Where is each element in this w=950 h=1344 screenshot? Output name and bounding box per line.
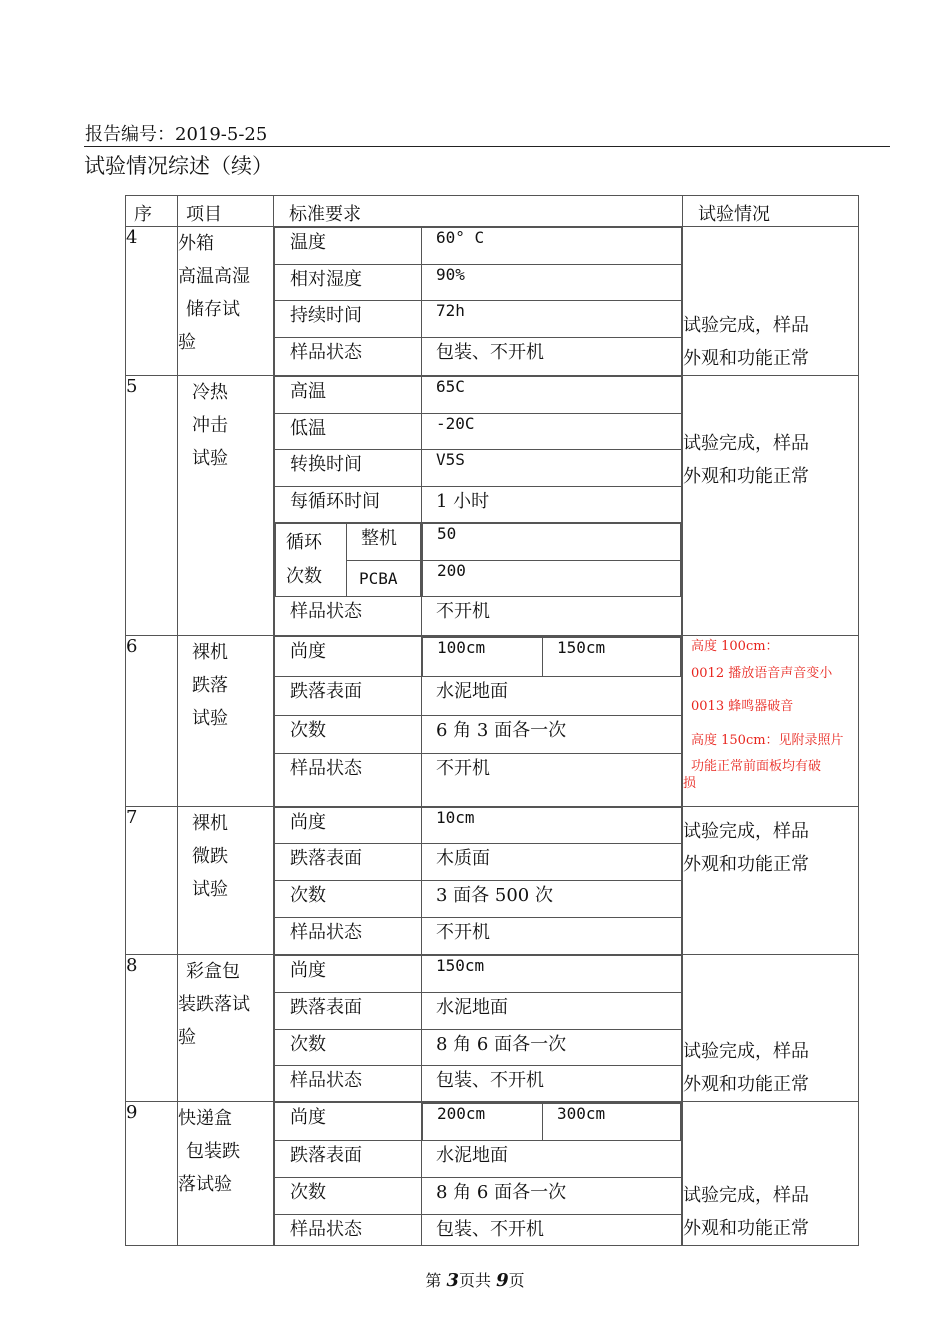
req-value: 150cm bbox=[422, 955, 682, 992]
row-requirements bbox=[274, 954, 683, 1102]
req-label: 样品状态 bbox=[275, 1215, 422, 1245]
header-item: 项目 bbox=[186, 204, 222, 225]
cycle-entry-label: 整机 bbox=[347, 523, 421, 560]
row-seq: 7 bbox=[126, 807, 178, 955]
report-number: 报告编号：2019-5-25 bbox=[85, 124, 268, 145]
req-label: 高温 bbox=[275, 376, 422, 413]
req-value: 3 面各 500 次 bbox=[422, 881, 682, 918]
req-value-2: 300cm bbox=[543, 1104, 681, 1141]
req-value: 90% bbox=[422, 265, 682, 301]
row-result bbox=[683, 1102, 859, 1246]
row-item bbox=[178, 1102, 274, 1246]
item-line: 微跌 bbox=[192, 846, 228, 867]
table-row bbox=[126, 807, 859, 955]
footer-total-pages: 9 bbox=[496, 1270, 509, 1291]
result-line: 试验完成，样品 bbox=[683, 821, 809, 842]
cycle-entry-label: PCBA bbox=[347, 560, 421, 596]
item-line: 冲击 bbox=[192, 414, 228, 436]
table-row bbox=[126, 635, 859, 807]
result-line: 试验完成，样品 bbox=[683, 433, 809, 454]
item-line: 落试验 bbox=[178, 1174, 232, 1195]
req-value: 100cm bbox=[423, 637, 543, 676]
item-line: 跌落 bbox=[192, 674, 228, 696]
item-line: 裸机 bbox=[192, 641, 228, 663]
req-label: 样品状态 bbox=[275, 753, 422, 806]
cycle-count-label bbox=[276, 523, 347, 596]
item-line: 验 bbox=[178, 332, 196, 353]
cycle-entry-value: 200 bbox=[423, 560, 681, 596]
req-label: 样品状态 bbox=[275, 597, 422, 635]
row-item bbox=[178, 375, 274, 635]
item-line: 裸机 bbox=[192, 813, 228, 834]
note-line: 高度 150cm：见附录照片 bbox=[691, 732, 844, 748]
req-value: 8 角 6 面各一次 bbox=[422, 1178, 682, 1215]
item-line: 包装跌 bbox=[186, 1141, 240, 1162]
footer-prefix: 第 bbox=[425, 1271, 447, 1290]
req-value: 200cm bbox=[423, 1104, 543, 1141]
cycle-values bbox=[422, 522, 682, 597]
req-label: 样品状态 bbox=[275, 1065, 422, 1101]
req-label: 样品状态 bbox=[275, 918, 422, 954]
row-item bbox=[178, 227, 274, 376]
item-line: 外箱 bbox=[178, 233, 214, 254]
req-label: 次数 bbox=[275, 1178, 422, 1215]
req-value-2: 150cm bbox=[543, 637, 681, 676]
req-label: 尚度 bbox=[275, 636, 422, 676]
row-seq: 5 bbox=[126, 375, 178, 635]
row-seq: 6 bbox=[126, 635, 178, 807]
row-result bbox=[683, 227, 859, 376]
row-result-note bbox=[683, 635, 859, 807]
req-value: 不开机 bbox=[422, 597, 682, 635]
item-line: 试验 bbox=[192, 447, 228, 469]
req-label: 温度 bbox=[275, 228, 422, 265]
test-summary-table bbox=[125, 195, 859, 1246]
row-result bbox=[683, 954, 859, 1102]
req-label: 尚度 bbox=[275, 955, 422, 992]
note-line: 损 bbox=[683, 776, 697, 791]
item-line: 彩盒包 bbox=[186, 960, 240, 982]
req-label: 次数 bbox=[275, 715, 422, 753]
req-value: 1 小时 bbox=[422, 486, 682, 522]
result-line: 外观和功能正常 bbox=[683, 347, 809, 369]
row-requirements bbox=[274, 1102, 683, 1246]
row-requirements bbox=[274, 375, 683, 635]
row-item bbox=[178, 635, 274, 807]
note-line: 高度 100cm： bbox=[691, 638, 779, 654]
header-requirement: 标准要求 bbox=[289, 204, 361, 225]
header-seq: 序 bbox=[134, 204, 152, 225]
item-line: 冷热 bbox=[192, 381, 228, 403]
result-line: 外观和功能正常 bbox=[683, 854, 809, 875]
req-value: 65C bbox=[422, 376, 682, 413]
req-label: 跌落表面 bbox=[275, 1141, 422, 1178]
req-value: 木质面 bbox=[422, 844, 682, 881]
req-label: 持续时间 bbox=[275, 301, 422, 338]
req-label: 次数 bbox=[275, 881, 422, 918]
req-value: 水泥地面 bbox=[422, 676, 682, 715]
req-value: V5S bbox=[422, 449, 682, 486]
req-label: 尚度 bbox=[275, 808, 422, 844]
header-result: 试验情况 bbox=[698, 204, 770, 225]
req-value: 包装、不开机 bbox=[422, 338, 682, 375]
req-value: 水泥地面 bbox=[422, 992, 682, 1029]
req-label: 次数 bbox=[275, 1029, 422, 1065]
item-line: 试验 bbox=[192, 879, 228, 900]
req-value: -20C bbox=[422, 413, 682, 449]
result-line: 试验完成，样品 bbox=[683, 1041, 809, 1062]
footer-suffix: 页 bbox=[508, 1271, 525, 1290]
req-label: 相对湿度 bbox=[275, 265, 422, 301]
row-seq: 4 bbox=[126, 227, 178, 376]
req-label: 跌落表面 bbox=[275, 676, 422, 715]
req-value: 10cm bbox=[422, 808, 682, 844]
req-value: 72h bbox=[422, 301, 682, 338]
row-requirements bbox=[274, 635, 683, 807]
result-line: 外观和功能正常 bbox=[683, 1217, 809, 1239]
req-label: 跌落表面 bbox=[275, 992, 422, 1029]
item-line: 快递盒 bbox=[178, 1108, 232, 1129]
req-value: 8 角 6 面各一次 bbox=[422, 1029, 682, 1065]
cycle-label-line: 循环 bbox=[286, 531, 322, 553]
row-requirements bbox=[274, 227, 683, 376]
req-value: 不开机 bbox=[422, 918, 682, 954]
footer-page-number: 3 bbox=[446, 1270, 459, 1291]
item-line: 装跌落试 bbox=[178, 993, 250, 1015]
req-label: 尚度 bbox=[275, 1103, 422, 1141]
table-row bbox=[126, 227, 859, 376]
req-value-pair bbox=[422, 636, 682, 676]
result-line: 外观和功能正常 bbox=[683, 1074, 809, 1095]
header-rule bbox=[84, 146, 890, 147]
result-line: 外观和功能正常 bbox=[683, 466, 809, 487]
row-item bbox=[178, 807, 274, 955]
table-row bbox=[126, 1102, 859, 1246]
note-line: 0013 蜂鸣器破音 bbox=[691, 699, 794, 714]
section-title: 试验情况综述（续） bbox=[84, 154, 273, 178]
row-result bbox=[683, 375, 859, 635]
result-line: 试验完成，样品 bbox=[683, 1184, 809, 1206]
req-value: 60° C bbox=[422, 228, 682, 265]
req-value-pair bbox=[422, 1103, 682, 1141]
req-label: 跌落表面 bbox=[275, 844, 422, 881]
item-line: 验 bbox=[178, 1026, 196, 1048]
cycle-label-line: 次数 bbox=[286, 565, 322, 587]
item-line: 高温高湿 bbox=[178, 266, 250, 287]
row-item bbox=[178, 954, 274, 1102]
cycle-entry-value: 50 bbox=[423, 523, 681, 560]
req-label: 低温 bbox=[275, 413, 422, 449]
result-line: 试验完成，样品 bbox=[683, 314, 809, 336]
req-value: 包装、不开机 bbox=[422, 1065, 682, 1101]
row-result bbox=[683, 807, 859, 955]
req-value: 包装、不开机 bbox=[422, 1215, 682, 1245]
footer-middle: 页共 bbox=[458, 1271, 497, 1290]
note-line: 0012 播放语音声音变小 bbox=[691, 665, 833, 681]
req-value: 不开机 bbox=[422, 753, 682, 806]
page-footer bbox=[0, 1268, 950, 1291]
row-requirements bbox=[274, 807, 683, 955]
req-value: 水泥地面 bbox=[422, 1141, 682, 1178]
item-line: 试验 bbox=[192, 707, 228, 729]
req-label: 转换时间 bbox=[275, 449, 422, 486]
table-row bbox=[126, 375, 859, 635]
cycle-count-cell bbox=[275, 522, 422, 597]
req-label: 样品状态 bbox=[275, 338, 422, 375]
table-header-row bbox=[126, 196, 859, 227]
row-seq: 9 bbox=[126, 1102, 178, 1246]
row-seq: 8 bbox=[126, 954, 178, 1102]
req-value: 6 角 3 面各一次 bbox=[422, 715, 682, 753]
req-label: 每循环时间 bbox=[275, 486, 422, 522]
note-line: 功能正常前面板均有破 bbox=[691, 759, 822, 774]
table-row bbox=[126, 954, 859, 1102]
item-line: 储存试 bbox=[186, 299, 240, 320]
